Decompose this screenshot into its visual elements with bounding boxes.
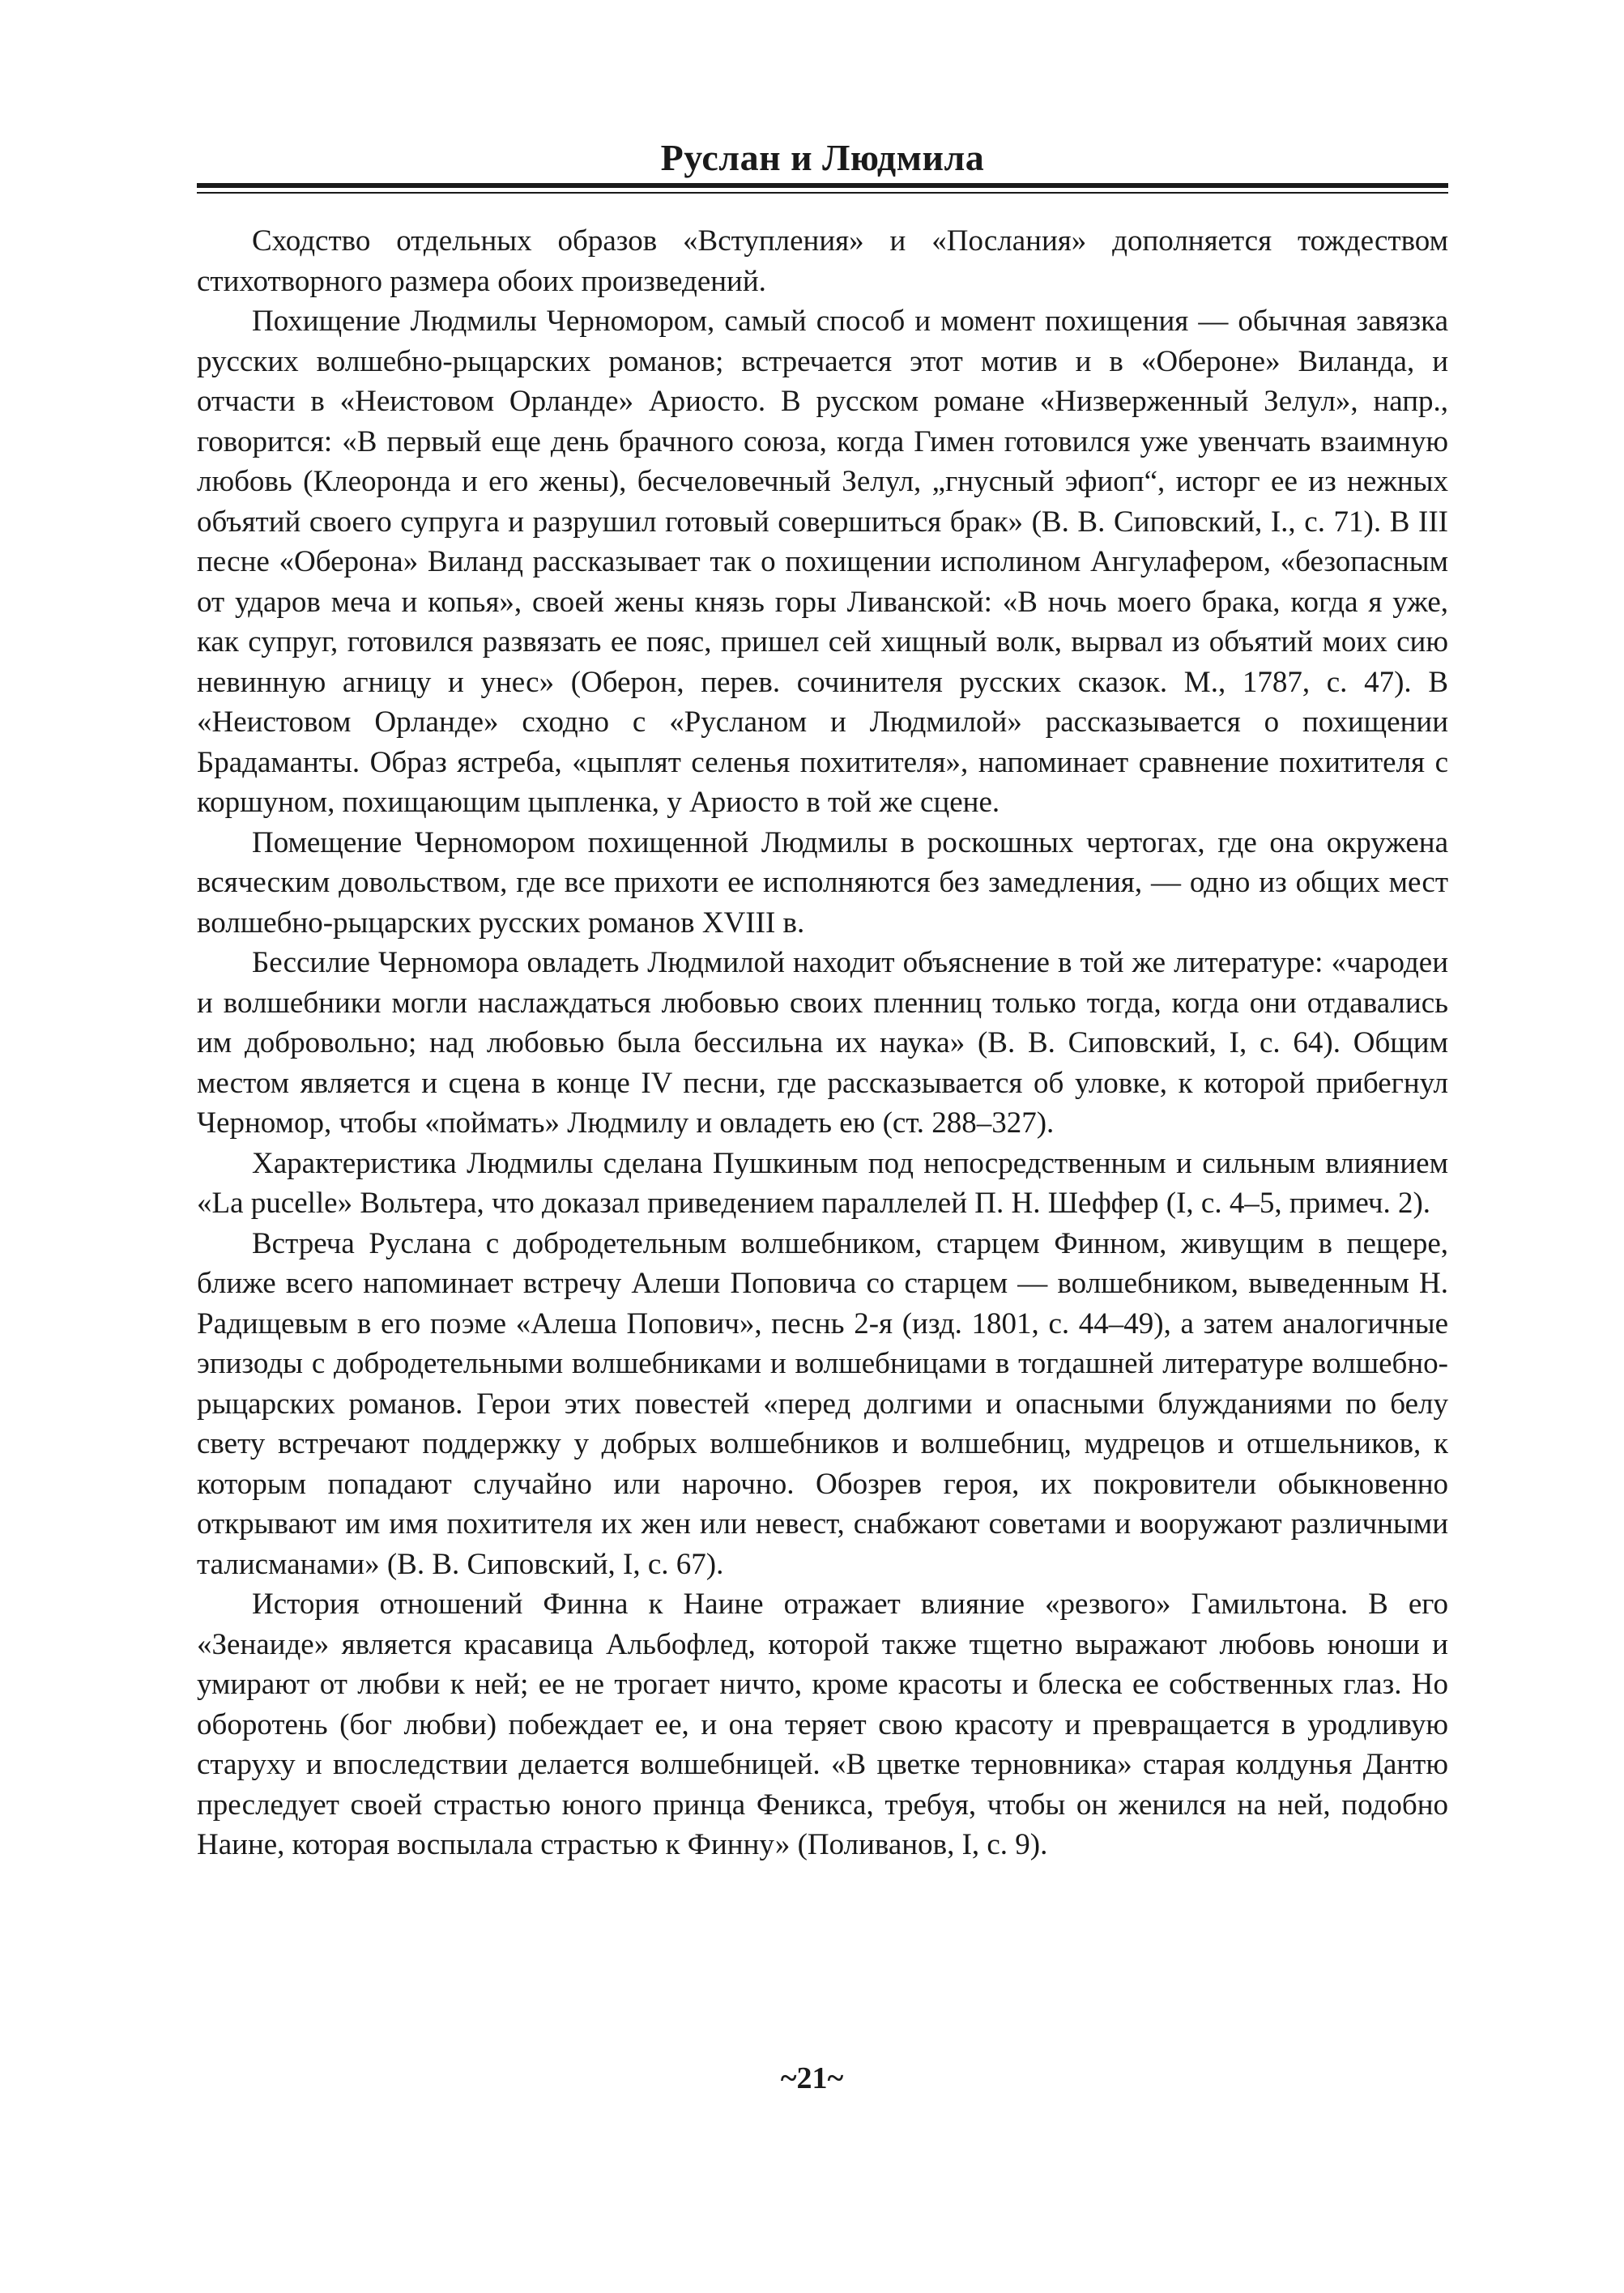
paragraph: История отношений Финна к Наине отражает влияние «резвого» Гамильтона. В его «Зенаиде» является красавица Альбофлед, которой также тщетно выражают любовь юноши и умирают от любви к ней; ее не трогает ничто, кроме красоты и блеска ее собственных глаз. Но оборотень (бог любви) побеждает ее, и она теряет свою красоту и превращается в уродливую старуху и впоследствии делается волшебницей. «В цветке терновника» старая колдунья Дантю преследует своей страстью юного принца Феникса, требуя, чтобы он женился на ней, подобно Наине, которая воспылала страстью к Финну» (Поливанов, I, с. 9). [197, 1588, 1448, 1861]
paragraph: Похищение Людмилы Черномором, самый способ и момент похищения — обычная завязка русских волшебно-рыцарских романов; встречается этот мотив и в «Обероне» Виланда, и отчасти в «Неистовом Орланде» Ариосто. В русском романе «Низверженный Зелул», напр., говорится: «В первый еще день брачного союза, когда Гимен готовился уже увенчать взаимную любовь (Клеоронда и его жены), бесчеловечный Зелул, „гнусный эфиоп“, исторг ее из нежных объятий своего супруга и разрушил готовый совершиться брак» (В. В. Сиповский, I., с. 71). В III песне «Оберона» Виланд рассказывает так о похищении исполином Ангулафером, «безопасным от ударов меча и копья», своей жены князь горы Ливанской: «В ночь моего брака, когда я уже, как супруг, готовился развязать ее пояс, пришел сей хищный волк, вырвал из объятий моих сию невинную агницу и унес» (Оберон, перев. сочинителя русских сказок. М., 1787, с. 47). В «Неистовом Орланде» сходно с «Русланом и Людмилой» рассказывается о похищении Брадаманты. Образ ястреба, «цыплят селенья похитителя», напоминает сравнение похитителя с коршуном, похищающим цыпленка, у Ариосто в той же сцене. [197, 305, 1448, 819]
header-rule-thick [197, 183, 1448, 188]
page-number: ~21~ [780, 2061, 844, 2095]
paragraph: Сходство отдельных образов «Вступления» и «Послания» дополняется тождеством стихотворного размера обоих произведений. [197, 224, 1448, 298]
paragraph: Встреча Руслана с добродетельным волшебником, старцем Финном, живущим в пещере, ближе всего напоминает встречу Алеши Поповича со старцем — волшебником, выведенным Н. Радищевым в его поэме «Алеша Попович», песнь 2-я (изд. 1801, с. 44–49), а затем аналогичные эпизоды с добродетельными волшебниками и волшебницами в тогдашней литературе волшебно-рыцарских романов. Герои этих повестей «перед долгими и опасными блужданиями по белу свету встречают поддержку у добрых волшебников и волшебниц, мудрецов и отшельников, к которым попадают случайно или нарочно. Обозрев героя, их покровители обыкновенно открывают им имя похитителя их жен или невест, снабжают советами и вооружают различными талисманами» (В. В. Сиповский, I, с. 67). [197, 1226, 1448, 1581]
body-text [197, 221, 1448, 1865]
header-rule-thin [197, 192, 1448, 194]
paragraph: Характеристика Людмилы сделана Пушкиным под непосредственным и сильным влиянием «La pucelle» Вольтера, что доказал приведением параллелей П. Н. Шеффер (I, с. 4–5, примеч. 2). [197, 1146, 1448, 1220]
running-header: Руслан и Людмила [660, 137, 985, 178]
paragraph: Помещение Черномором похищенной Людмилы в роскошных чертогах, где она окружена всяческим довольством, где все прихоти ее исполняются без замедления, — одно из общих мест волшебно-рыцарских русских романов XVIII в. [197, 825, 1448, 940]
paragraph: Бессилие Черномора овладеть Людмилой находит объяснение в той же литературе: «чародеи и волшебники могли наслаждаться любовью своих пленниц только тогда, когда они отдавались им добровольно; над любовью была бессильна их наука» (В. В. Сиповский, I, с. 64). Общим местом является и сцена в конце IV песни, где рассказывается об уловке, к которой прибегнул Черномор, чтобы «поймать» Людмилу и овладеть ею (ст. 288–327). [197, 946, 1448, 1140]
